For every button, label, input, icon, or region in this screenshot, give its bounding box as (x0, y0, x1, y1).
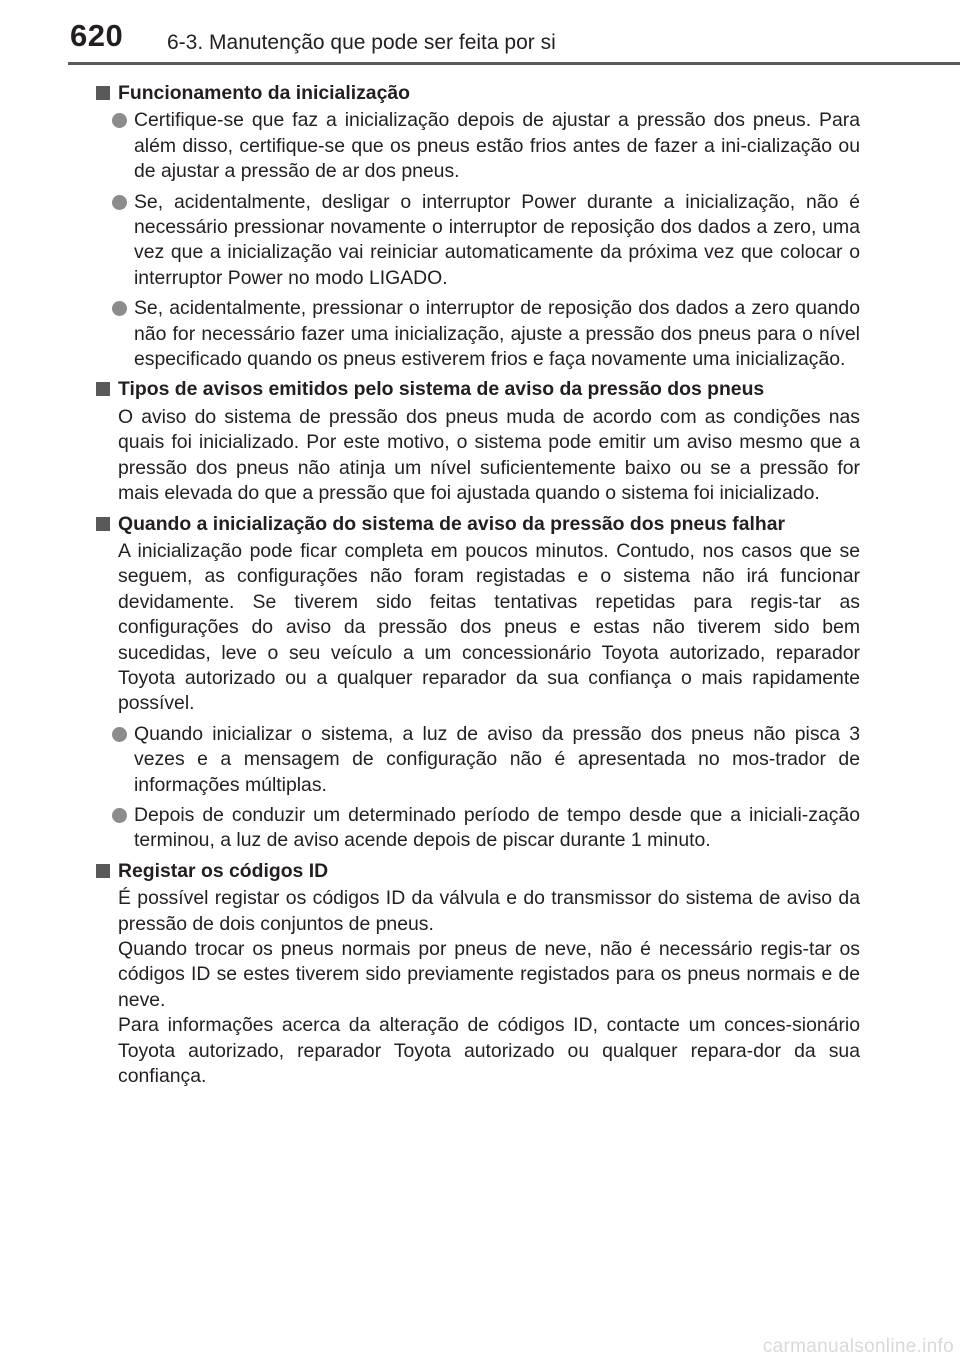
paragraph-text: Para informações acerca da alteração de códigos ID, contacte um conces-sionário Toyota autorizado, reparador Toyota autorizado ou qualquer repara-dor da sua confiança. (118, 1014, 860, 1088)
header-divider (68, 62, 960, 65)
section-heading (96, 859, 860, 884)
bullet-item (96, 803, 860, 854)
chapter-title: 6-3. Manutenção que pode ser feita por si (167, 31, 556, 54)
page-content (96, 77, 860, 1094)
bullet-text: Se, acidentalmente, pressionar o interruptor de reposição dos dados a zero quando não for necessário fazer uma inicialização, ajuste a pressão dos pneus para o nível especificado quando os pneus estiverem frios e faça novamente uma inicialização. (134, 297, 860, 371)
round-bullet-icon (112, 301, 127, 316)
bullet-item (96, 722, 860, 798)
section-heading-text: Registar os códigos ID (118, 859, 329, 882)
paragraph-text: Quando trocar os pneus normais por pneus de neve, não é necessário regis-tar os códigos ID se estes tiverem sido previamente registados para os pneus normais e de neve. (118, 938, 860, 1011)
round-bullet-icon (112, 727, 127, 742)
section-heading-text: Tipos de avisos emitidos pelo sistema de aviso da pressão dos pneus (118, 378, 765, 401)
section-heading-text: Funcionamento da inicialização (118, 82, 410, 104)
watermark: carmanualsonline.info (762, 1336, 954, 1357)
section-heading (96, 377, 860, 402)
square-bullet-icon (96, 864, 110, 878)
round-bullet-icon (112, 113, 127, 128)
page-header (0, 0, 960, 70)
bullet-text: Quando inicializar o sistema, a luz de aviso da pressão dos pneus não pisca 3 vezes e a mensagem de configuração não é apresentada no mos-trador de informações múltiplas. (134, 722, 860, 796)
paragraph-text: O aviso do sistema de pressão dos pneus muda de acordo com as condições nas quais foi inicializado. Por este motivo, o sistema pode emitir um aviso mesmo que a pressão dos pneus não atinja um nível suficientemente baixo ou se a pressão for mais elevada do que a pressão que foi ajustada quando o sistema foi inicializado. (118, 405, 860, 505)
bullet-item (96, 296, 860, 372)
round-bullet-icon (112, 195, 127, 210)
round-bullet-icon (112, 808, 127, 823)
page-number: 620 (70, 18, 124, 53)
square-bullet-icon (96, 382, 110, 396)
paragraph-text: É possível registar os códigos ID da válvula e do transmissor do sistema de aviso da pressão de dois conjuntos de pneus. (118, 887, 860, 935)
bullet-text: Certifique-se que faz a inicialização depois de ajustar a pressão dos pneus. Para além disso, certifique-se que os pneus estão frios antes de fazer a ini-cialização ou de ajustar a pressão de ar dos pneus. (134, 109, 860, 183)
bullet-text: Se, acidentalmente, desligar o interruptor Power durante a inicialização, não é necessário pressionar novamente o interruptor de reposição dos dados a zero, uma vez que a inicialização vai reiniciar automaticamente da próxima vez que colocar o interruptor Power no modo LIGADO. (134, 190, 860, 289)
bullet-item (96, 108, 860, 184)
section-heading (96, 81, 860, 106)
section-heading (96, 512, 860, 537)
paragraph-text: A inicialização pode ficar completa em poucos minutos. Contudo, nos casos que se seguem, as configurações não foram registadas e o sistema não irá funcionar devidamente. Se tiverem sido feitas tentativas repetidas para regis-tar as configurações do aviso da pressão dos pneus e estas não tiverem sido bem sucedidas, leve o seu veículo a um concessionário Toyota autorizado, reparador Toyota autorizado ou a qualquer reparador da sua confiança o mais rapidamente possível. (118, 539, 860, 715)
square-bullet-icon (96, 86, 110, 100)
paragraph (96, 539, 860, 717)
bullet-text: Depois de conduzir um determinado período de tempo desde que a iniciali-zação terminou, a luz de aviso acende depois de piscar durante 1 minuto. (134, 803, 860, 852)
paragraph (96, 886, 860, 1089)
section-heading-text: Quando a inicialização do sistema de aviso da pressão dos pneus falhar (118, 512, 786, 535)
bullet-item (96, 190, 860, 292)
square-bullet-icon (96, 517, 110, 531)
paragraph (96, 405, 860, 507)
